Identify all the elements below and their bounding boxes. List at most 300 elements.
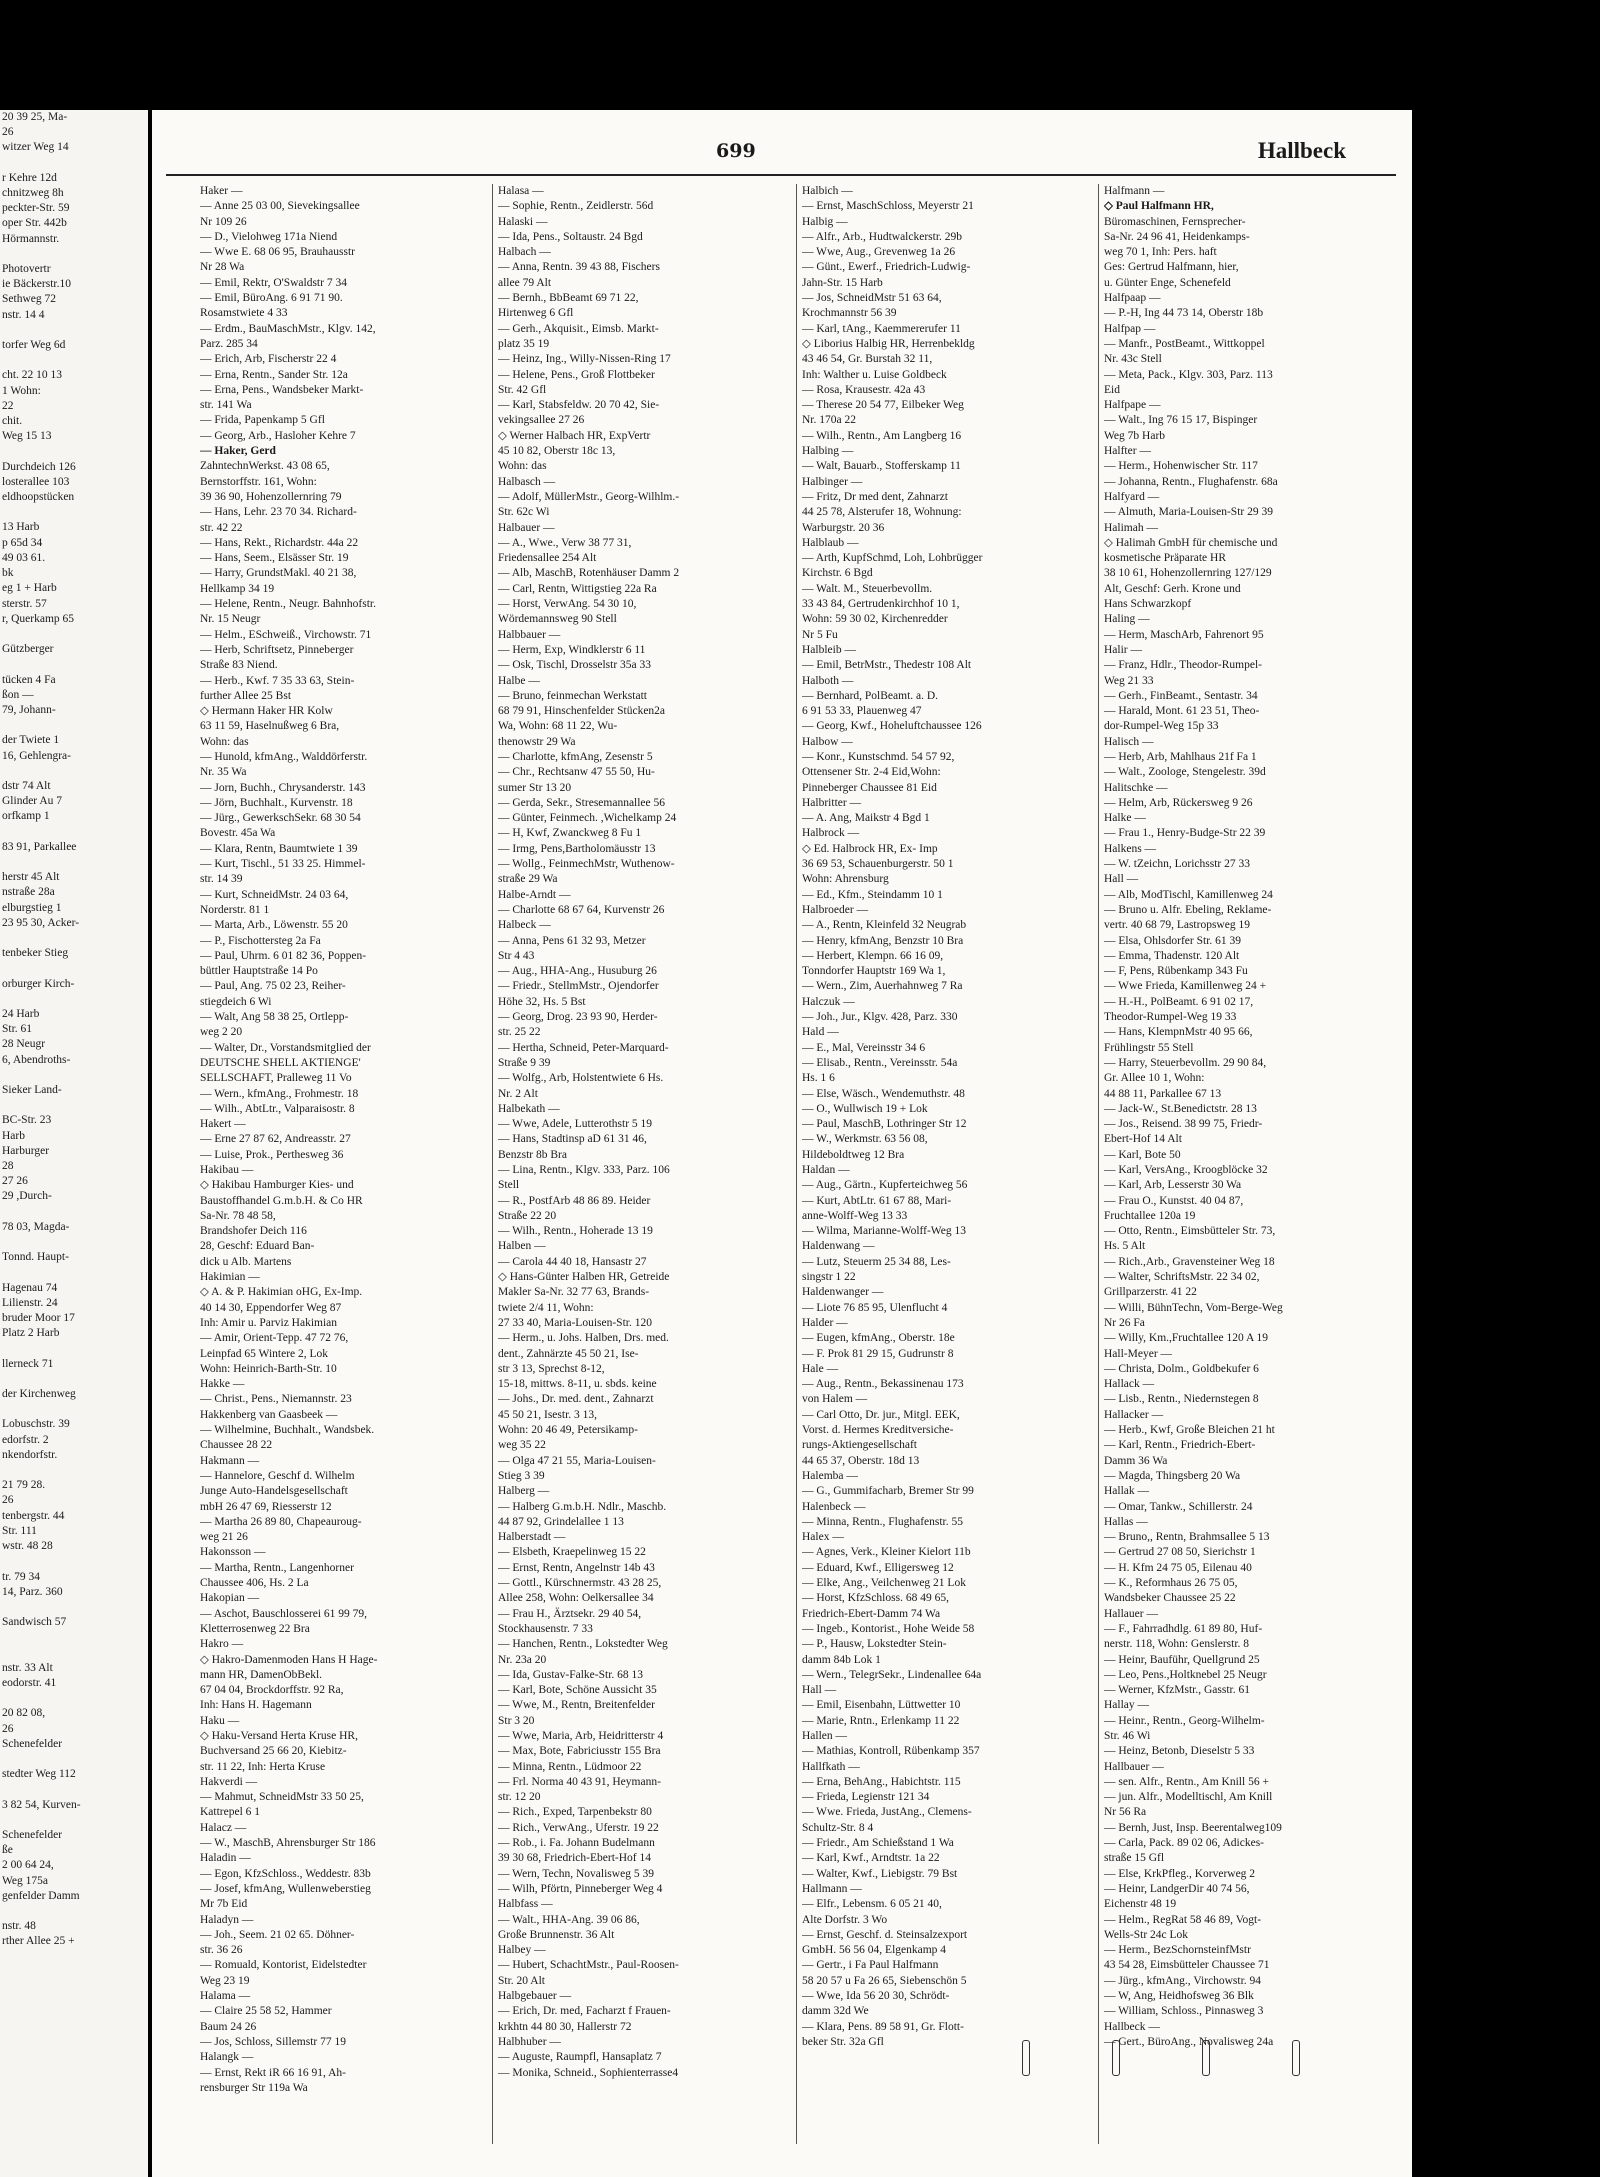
directory-entry-line: damm 84b Lok 1	[802, 1653, 881, 1666]
surname-heading: Hall —	[1104, 873, 1139, 886]
margin-line	[0, 1691, 148, 1706]
directory-entry-line: — jun. Alfr., Modelltischl, Am Knill	[1104, 1791, 1273, 1804]
directory-entry-line: — E., Mal, Vereinsstr 34 6	[802, 1041, 926, 1054]
surname-heading: Halbach —	[498, 246, 551, 259]
directory-entry-line: — Otto, Rentn., Eimsbütteler Str. 73,	[1104, 1225, 1276, 1238]
directory-entry-line: Wohn: das	[200, 735, 249, 748]
directory-entry-line: — Jack-W., St.Benedictstr. 28 13	[1104, 1102, 1257, 1115]
directory-entry-line: — Helm, Arb, Rückersweg 9 26	[1104, 796, 1253, 809]
directory-entry-line: — Horst, VerwAng. 54 30 10,	[498, 598, 637, 611]
directory-entry-line: — Marie, Rntn., Erlenkamp 11 22	[802, 1714, 960, 1727]
directory-entry-line: — Walter, SchriftsMstr. 22 34 02,	[1104, 1271, 1260, 1284]
surname-heading: Haladin —	[200, 1852, 251, 1865]
directory-entry-line: 63 11 59, Haselnußweg 6 Bra,	[200, 720, 340, 733]
directory-entry-line: Stell	[498, 1179, 520, 1192]
directory-entry-line: Bernstorffstr. 161, Wohn:	[200, 475, 317, 488]
margin-line: stedter Weg 112	[2, 1768, 76, 1781]
directory-entry-line: 45 50 21, Isestr. 3 13,	[498, 1408, 598, 1421]
directory-entry-line: — P.-H, Ing 44 73 14, Oberstr 18b	[1104, 307, 1264, 320]
margin-line: ie Bäckerstr.10	[2, 278, 71, 291]
margin-line	[0, 1235, 148, 1250]
directory-entry-line: — Erdm., BauMaschMstr., Klgv. 142,	[200, 322, 376, 335]
surname-heading: Hakverdi —	[200, 1775, 258, 1788]
surname-heading: Halbing —	[802, 445, 854, 458]
directory-entry-line: — Josef, kfmAng, Wullenweberstieg	[200, 1882, 371, 1895]
margin-line: dstr 74 Alt	[2, 779, 51, 792]
directory-entry-line: — P., Fischottersteg 2a Fa	[200, 934, 321, 947]
directory-entry-line: — A., Rentn, Kleinfeld 32 Neugrab	[802, 919, 967, 932]
directory-entry-line: ◇ Werner Halbach HR, ExpVertr	[498, 429, 651, 442]
directory-entry-line: — Hertha, Schneid, Peter-Marquard-	[498, 1041, 669, 1054]
directory-entry-line: — Frieda, Legienstr 121 34	[802, 1791, 930, 1804]
directory-entry-line: Nr. 2 Alt	[498, 1087, 538, 1100]
margin-line: 16, Gehlengra-	[2, 749, 71, 762]
directory-entry-line: Inh: Hans H. Hagemann	[200, 1699, 312, 1712]
margin-line: Weg 15 13	[2, 430, 52, 443]
margin-line: BC-Str. 23	[2, 1114, 52, 1127]
directory-entry-line: Hellkamp 34 19	[200, 582, 275, 595]
margin-line: nstr. 33 Alt	[2, 1661, 53, 1674]
header-rule	[166, 174, 1396, 176]
directory-entry-line: — Joh., Seem. 21 02 65. Döhner-	[200, 1928, 355, 1941]
surname-heading: Halbritter —	[802, 796, 862, 809]
directory-entry-line: — Walter, Dr., Vorstandsmitglied der	[200, 1041, 371, 1054]
margin-line: chnitzweg 8h	[2, 187, 64, 200]
directory-entry-line: — Carl, Rentn, Wittigstieg 22a Ra	[498, 582, 657, 595]
directory-entry-line: — Heinr, LandgerDir 40 74 56,	[1104, 1882, 1250, 1895]
directory-entry-line: Hs. 1 6	[802, 1072, 835, 1085]
directory-entry-line: str. 36 26	[200, 1944, 243, 1957]
directory-entry-line: — Rich., VerwAng., Uferstr. 19 22	[498, 1821, 659, 1834]
surname-heading: Halbauer —	[498, 521, 555, 534]
directory-entry-line: rungs-Aktiengesellschaft	[802, 1439, 917, 1452]
left-page-fragment	[0, 110, 148, 2177]
directory-entry-line: — Jos., Reisend. 38 99 75, Friedr-	[1104, 1118, 1263, 1131]
directory-entry-line: — Wollg., FeinmechMstr, Wuthenow-	[498, 858, 675, 871]
directory-entry-line: — Mathias, Kontroll, Rübenkamp 357	[802, 1745, 980, 1758]
margin-line: nstr. 14 4	[2, 308, 45, 321]
directory-entry-line: — Luise, Prok., Perthesweg 36	[200, 1148, 344, 1161]
margin-line: 28	[2, 1160, 14, 1173]
surname-heading: Hakro —	[200, 1638, 244, 1651]
surname-heading: Halben —	[498, 1240, 546, 1253]
directory-entry-line: — Erich, Arb, Fischerstr 22 4	[200, 353, 337, 366]
margin-line	[0, 718, 148, 733]
directory-entry-line: — Karl, Bote 50	[1104, 1148, 1181, 1161]
directory-entry-line: — Friedr., Am Schießstand 1 Wa	[802, 1837, 954, 1850]
margin-line: orburger Kirch-	[2, 977, 75, 990]
directory-entry-line: weg 70 1, Inh: Pers. haft	[1104, 246, 1217, 259]
directory-entry-line: — Paul, Uhrm. 6 01 82 36, Poppen-	[200, 949, 367, 962]
directory-entry-line: — Else, Wäsch., Wendemuthstr. 48	[802, 1087, 965, 1100]
margin-line: nkendorfstr.	[2, 1448, 58, 1461]
directory-entry-line: Allee 258, Wohn: Oelkersallee 34	[498, 1592, 654, 1605]
surname-heading: Halbinger —	[802, 475, 863, 488]
directory-entry-line: — Walt. M., Steuerbevollm.	[802, 582, 933, 595]
surname-heading: Halbe-Arndt —	[498, 888, 571, 901]
directory-entry-line: 6 91 53 33, Plauenweg 47	[802, 705, 922, 718]
surname-heading: Halfter —	[1104, 445, 1151, 458]
directory-entry-line: Wandsbeker Chaussee 25 22	[1104, 1592, 1236, 1605]
margin-line: eldhoopstücken	[2, 491, 75, 504]
margin-line: Harb	[2, 1129, 25, 1142]
margin-line	[0, 156, 148, 171]
directory-entry-line: Rosamstwiete 4 33	[200, 307, 288, 320]
directory-entry-line: ◇ Hakibau Hamburger Kies- und	[200, 1179, 354, 1192]
directory-entry-line: — Hanchen, Rentn., Lokstedter Weg	[498, 1638, 668, 1651]
margin-line: bk	[2, 567, 14, 580]
directory-entry-line: — Georg, Arb., Hasloher Kehre 7	[200, 429, 356, 442]
surname-heading: Hakimian —	[200, 1271, 260, 1284]
directory-entry-line: Sa-Nr. 78 48 58,	[200, 1209, 276, 1222]
binding-mark	[1292, 2040, 1300, 2076]
directory-entry-line: — sen. Alfr., Rentn., Am Knill 56 +	[1104, 1775, 1269, 1788]
directory-entry-line: vekingsallee 27 26	[498, 414, 585, 427]
surname-heading: Haldan —	[802, 1164, 850, 1176]
directory-entry-line: — Chr., Rechtsanw 47 55 50, Hu-	[498, 766, 655, 779]
column-2	[498, 184, 786, 2144]
margin-line: Schenefelder	[2, 1828, 63, 1841]
margin-line: 20 39 25, Ma-	[2, 111, 68, 123]
surname-heading: Halbbauer —	[498, 628, 561, 641]
margin-line	[0, 931, 148, 946]
surname-heading: Halbasch —	[498, 475, 556, 488]
directory-entry-line: Wohn: das	[498, 460, 547, 473]
directory-entry-line: — Klara, Rentn, Baumtwiete 1 39	[200, 842, 358, 855]
margin-line: tenbeker Stieg	[2, 947, 69, 960]
directory-entry-line: — Jörn, Buchhalt., Kurvenstr. 18	[200, 796, 353, 809]
surname-heading: Halitschke —	[1104, 781, 1168, 794]
directory-entry-line: — Bernh, Just, Insp. Beerentalweg109	[1104, 1821, 1282, 1834]
directory-entry-line: — Horst, KfzSchloss. 68 49 65,	[802, 1592, 949, 1605]
surname-heading: Halbgebauer —	[498, 1990, 572, 2003]
directory-entry-line: — Herb., Kwf, Große Bleichen 21 ht	[1104, 1424, 1275, 1437]
directory-entry-line: — Kurt, SchneidMstr. 24 03 64,	[200, 888, 349, 901]
margin-line: Sethweg 72	[2, 293, 56, 306]
directory-entry-line: — Lina, Rentn., Klgv. 333, Parz. 106	[498, 1164, 670, 1176]
margin-line: witzer Weg 14	[2, 141, 69, 154]
directory-entry-line: Str. 62c Wi	[498, 506, 550, 519]
surname-heading: Halbow —	[802, 735, 853, 748]
surname-heading: Hakibau —	[200, 1164, 254, 1176]
directory-entry-line: sumer Str 13 20	[498, 781, 572, 794]
directory-entry-line: — Aug., Gärtn., Kupferteichweg 56	[802, 1179, 968, 1192]
directory-entry-line: Sa-Nr. 24 96 41, Heidenkamps-	[1104, 230, 1250, 243]
directory-entry-line: ◇ Hakro-Damenmoden Hans H Hage-	[200, 1653, 378, 1666]
margin-line	[0, 1752, 148, 1767]
directory-entry-line: — Emil, Eisenbahn, Lüttwetter 10	[802, 1699, 961, 1712]
directory-entry-line: — Minna, Rentn., Lüdmoor 22	[498, 1760, 642, 1773]
directory-entry-line: Weg 23 19	[200, 1974, 250, 1987]
margin-line: r, Querkamp 65	[2, 612, 75, 625]
surname-heading: Halbe —	[498, 674, 540, 687]
directory-entry-line: — Joh., Jur., Klgv. 428, Parz. 330	[802, 1011, 958, 1024]
directory-entry-line: — Egon, KfzSchloss., Weddestr. 83b	[200, 1867, 371, 1880]
directory-entry-line: — Christ., Pens., Niemannstr. 23	[200, 1393, 352, 1406]
margin-line: eg 1 + Harb	[2, 582, 57, 595]
margin-line: tenbergstr. 44	[2, 1509, 65, 1522]
directory-entry-line: ◇ Liborius Halbig HR, Herrenbekldg	[802, 337, 975, 350]
directory-entry-line: 33 43 84, Gertrudenkirchhof 10 1,	[802, 598, 960, 611]
directory-entry-line: — Liote 76 85 95, Ulenflucht 4	[802, 1301, 948, 1314]
margin-line: 26	[2, 1722, 14, 1735]
surname-heading: Halfyard —	[1104, 490, 1160, 503]
directory-entry-line: — Wwe, Maria, Arb, Heidritterstr 4	[498, 1729, 664, 1742]
directory-entry-line: — Alb, MaschB, Rotenhäuser Damm 2	[498, 567, 680, 580]
directory-entry-line: — Gerda, Sekr., Stresemannallee 56	[498, 796, 666, 809]
margin-line	[0, 627, 148, 642]
margin-line	[0, 505, 148, 520]
margin-line	[0, 1782, 148, 1797]
directory-entry-line: — H. Kfm 24 75 05, Eilenau 40	[1104, 1561, 1252, 1574]
directory-entry-line: — F. Prok 81 29 15, Gudrunstr 8	[802, 1347, 954, 1360]
margin-line: r Kehre 12d	[2, 171, 57, 184]
directory-entry-line: Vorst. d. Hermes Kreditversiche-	[802, 1424, 954, 1437]
directory-entry-line: — Herm, Exp, Windklerstr 6 11	[498, 643, 646, 656]
directory-entry-line: Alt, Geschf: Gerh. Krone und	[1104, 582, 1241, 595]
directory-entry-line: platz 35 19	[498, 337, 550, 350]
directory-entry-line: — Charlotte 68 67 64, Kurvenstr 26	[498, 903, 665, 916]
directory-entry-line: Baustoffhandel G.m.b.H. & Co HR	[200, 1194, 363, 1207]
directory-page	[152, 110, 1412, 2177]
directory-entry-line: — Fritz, Dr med dent, Zahnarzt	[802, 490, 948, 503]
directory-entry-line: Kletterrosenweg 22 Bra	[200, 1622, 310, 1635]
directory-entry-line: Nr 28 Wa	[200, 261, 245, 274]
surname-heading: Haker —	[200, 185, 243, 197]
directory-entry-line: Wördemannsweg 90 Stell	[498, 613, 617, 626]
directory-entry-line: Baum 24 26	[200, 2020, 257, 2033]
directory-entry-line: Weg 7b Harb	[1104, 429, 1166, 442]
directory-entry-line: — Almuth, Maria-Louisen-Str 29 39	[1104, 506, 1273, 519]
directory-entry-line: Kirchstr. 6 Bgd	[802, 567, 873, 580]
directory-entry-line: stiegdeich 6 Wi	[200, 995, 272, 1008]
directory-entry-line: — Anna, Pens 61 32 93, Metzer	[498, 934, 646, 947]
directory-entry-line: — Wwe. Frieda, JustAng., Clemens-	[802, 1806, 972, 1819]
directory-entry-line: — Karl, Rentn., Friedrich-Ebert-	[1104, 1439, 1256, 1452]
directory-entry-line: — Erich, Dr. med, Facharzt f Frauen-	[498, 2005, 671, 2018]
directory-entry-line: — Leo, Pens.,Holtknebel 25 Neugr	[1104, 1668, 1267, 1681]
margin-line: Str. 61	[2, 1023, 33, 1036]
surname-heading: Hall —	[802, 1684, 837, 1697]
directory-entry-line: — Walt., Ing 76 15 17, Bispinger	[1104, 414, 1258, 427]
scan-border	[1412, 0, 1600, 2177]
directory-entry-line: Höhe 32, Hs. 5 Bst	[498, 995, 586, 1008]
margin-line	[0, 1600, 148, 1615]
margin-line: Photovertr	[2, 263, 51, 276]
directory-entry-line: — Elfr., Lebensm. 6 05 21 40,	[802, 1898, 942, 1911]
directory-entry-line: — Ernst, Rekt iR 66 16 91, Ah-	[200, 2066, 346, 2079]
directory-entry-line: Straße 22 20	[498, 1209, 557, 1222]
directory-entry-line: — W, Ang, Heidhofsweg 36 Blk	[1104, 1990, 1254, 2003]
surname-heading: Hallmann —	[802, 1882, 862, 1895]
directory-entry-line: — Walt, Ang 58 38 25, Ortlepp-	[200, 1011, 349, 1024]
directory-entry-line: Kattrepel 6 1	[200, 1806, 261, 1819]
directory-entry-line: — Günter, Feinmech. ,Wichelkamp 24	[498, 812, 677, 825]
directory-entry-line: — Erne 27 87 62, Andreasstr. 27	[200, 1133, 351, 1146]
directory-entry-line: — Frau 1., Henry-Budge-Str 22 39	[1104, 827, 1266, 840]
directory-entry-line: Hs. 5 Alt	[1104, 1240, 1146, 1253]
margin-line	[0, 323, 148, 338]
margin-line: 22	[2, 399, 14, 412]
directory-entry-line: — Emma, Thadenstr. 120 Alt	[1104, 949, 1240, 962]
directory-entry-line: — Hans, Rekt., Richardstr. 44a 22	[200, 536, 359, 549]
surname-heading: Halemba —	[802, 1469, 858, 1482]
directory-entry-line: 45 10 82, Oberstr 18c 13,	[498, 445, 616, 458]
directory-entry-line: — Paul, Ang. 75 02 23, Reiher-	[200, 980, 346, 993]
margin-line: nstraße 28a	[2, 886, 55, 899]
directory-entry-line: Hirtenweg 6 Gfl	[498, 307, 574, 320]
directory-entry-line: mann HR, DamenObBekl.	[200, 1668, 323, 1681]
directory-entry-line: — Wilh, Pförtn, Pinneberger Weg 4	[498, 1882, 663, 1895]
directory-entry-line: — Wilh., AbtLtr., Valparaisostr. 8	[200, 1102, 355, 1115]
directory-entry-line: ◇ Ed. Halbrock HR, Ex- Imp	[802, 842, 938, 855]
margin-line	[0, 1463, 148, 1478]
directory-entry-line: straße 15 Gfl	[1104, 1852, 1165, 1865]
directory-entry-line: Nr. 43c Stell	[1104, 353, 1162, 366]
directory-entry-line: — Klara, Pens. 89 58 91, Gr. Flott-	[802, 2020, 964, 2033]
directory-entry-line: — Johanna, Rentn., Flughafenstr. 68a	[1104, 475, 1278, 488]
margin-line: sterstr. 57	[2, 597, 47, 610]
directory-entry-line: — Erna, Pens., Wandsbeker Markt-	[200, 383, 364, 396]
margin-line: peckter-Str. 59	[2, 202, 70, 215]
directory-entry-line: 36 69 53, Schauenburgerstr. 50 1	[802, 858, 954, 871]
margin-line: p 65d 34	[2, 536, 43, 549]
directory-entry-line: str. 11 22, Inh: Herta Kruse	[200, 1760, 326, 1773]
directory-entry-line: Weg 21 33	[1104, 674, 1154, 687]
margin-line: genfelder Damm	[2, 1889, 80, 1902]
directory-entry-line: — Karl, Arb, Lesserstr 30 Wa	[1104, 1179, 1242, 1192]
directory-entry-line: — Carla, Pack. 89 02 06, Adickes-	[1104, 1837, 1265, 1850]
directory-entry-line: — William, Schloss., Pinnasweg 3	[1104, 2005, 1264, 2018]
directory-entry-line: — Walt., Zoologe, Stengelestr. 39d	[1104, 766, 1266, 779]
margin-line: 2 00 64 24,	[2, 1859, 54, 1872]
directory-entry-line: Benzstr 8b Bra	[498, 1148, 567, 1161]
directory-entry-line: — Gert., BüroAng., Novalisweg 24a	[1104, 2035, 1274, 2048]
surname-heading: Hale —	[802, 1362, 839, 1375]
directory-entry-line: Jahn-Str. 15 Harb	[802, 276, 883, 289]
directory-entry-line: — Elsbeth, Kraepelinweg 15 22	[498, 1546, 646, 1559]
directory-entry-line: Büromaschinen, Fernsprecher-	[1104, 215, 1246, 228]
surname-heading: Hallen —	[802, 1729, 848, 1742]
directory-entry-line: mbH 26 47 69, Riesserstr 12	[200, 1500, 332, 1513]
directory-entry-line: — H.-H., PolBeamt. 6 91 02 17,	[1104, 995, 1254, 1008]
surname-heading: Halama —	[200, 1990, 251, 2003]
directory-entry-line: Str. 46 Wi	[1104, 1729, 1151, 1742]
surname-heading: Hall-Meyer —	[1104, 1347, 1173, 1360]
margin-line: bruder Moor 17	[2, 1312, 75, 1325]
directory-entry-line: — Ernst, MaschSchloss, Meyerstr 21	[802, 200, 974, 213]
directory-entry-line: Ebert-Hof 14 Alt	[1104, 1133, 1182, 1146]
directory-entry-line: — Emil, BüroAng. 6 91 71 90.	[200, 292, 343, 305]
directory-entry-line: SELLSCHAFT, Pralleweg 11 Vo	[200, 1072, 352, 1085]
margin-line: 6, Abendroths-	[2, 1053, 71, 1066]
directory-entry-line: — W. tZeichn, Lorichsstr 27 33	[1104, 858, 1250, 871]
directory-entry-line: — Aschot, Bauschlosserei 61 99 79,	[200, 1607, 368, 1620]
surname-heading: Halfmann —	[1104, 185, 1165, 197]
directory-entry-line: Straße 83 Niend.	[200, 659, 278, 672]
column-1	[200, 184, 488, 2144]
directory-entry-line: — Marta, Arb., Löwenstr. 55 20	[200, 919, 348, 932]
directory-entry-line: 58 20 57 u Fa 26 65, Siebenschön 5	[802, 1974, 967, 1987]
margin-line	[0, 1068, 148, 1083]
directory-entry-line: — Gottl., Kürschnermstr. 43 28 25,	[498, 1577, 662, 1590]
surname-heading: Halbfass —	[498, 1898, 553, 1911]
margin-line	[0, 1402, 148, 1417]
directory-entry-line: further Allee 25 Bst	[200, 689, 292, 702]
directory-entry-line: Str 4 43	[498, 949, 535, 962]
directory-entry-line: ZahntechnWerkst. 43 08 65,	[200, 460, 330, 473]
directory-entry-line: — K., Reformhaus 26 75 05,	[1104, 1577, 1238, 1590]
directory-entry-line: allee 79 Alt	[498, 276, 552, 289]
margin-line: 14, Parz. 360	[2, 1585, 63, 1598]
directory-entry-line: — Wwe, Adele, Lutterothstr 5 19	[498, 1118, 653, 1131]
directory-entry-line: — H, Kwf, Zwanckweg 8 Fu 1	[498, 827, 642, 840]
surname-heading: Halbrock —	[802, 827, 860, 840]
directory-entry-line: — Georg, Drog. 23 93 90, Herder-	[498, 1011, 658, 1024]
directory-entry-line: 44 25 78, Alsterufer 18, Wohnung:	[802, 506, 962, 519]
directory-entry-line: — Wolfg., Arb, Holstentwiete 6 Hs.	[498, 1072, 664, 1085]
directory-entry-line: Straße 9 39	[498, 1056, 551, 1069]
directory-entry-line: — Gerh., FinBeamt., Sentastr. 34	[1104, 689, 1258, 702]
margin-line	[0, 1554, 148, 1569]
directory-entry-line: — Hans, Seem., Elsässer Str. 19	[200, 552, 349, 565]
directory-entry-line: — Frau O., Kunstst. 40 04 87,	[1104, 1194, 1244, 1207]
directory-entry-line: — Martha 26 89 80, Chapeauroug-	[200, 1515, 362, 1528]
directory-entry-line: — Adolf, MüllerMstr., Georg-Wilhlm.-	[498, 490, 680, 503]
directory-entry-line: Wohn: 59 30 02, Kirchenredder	[802, 613, 948, 626]
directory-entry-line: 15-18, mittws. 8-11, u. sbds. keine	[498, 1378, 657, 1391]
directory-entry-line: Brandshofer Deich 116	[200, 1225, 307, 1238]
directory-entry-line: — Walt, Bauarb., Stofferskamp 11	[802, 460, 961, 473]
directory-entry-line: dent., Zahnärzte 45 50 21, Ise-	[498, 1347, 639, 1360]
surname-heading: Haku —	[200, 1714, 240, 1727]
margin-line	[0, 1813, 148, 1828]
margin-line: elburgstieg 1	[2, 901, 62, 914]
directory-entry-line: Nr 56 Ra	[1104, 1806, 1147, 1819]
directory-entry-line: anne-Wolff-Weg 13 33	[802, 1209, 908, 1222]
margin-line: tr. 79 34	[2, 1570, 41, 1583]
directory-entry-line: — Bernh., BbBeamt 69 71 22,	[498, 292, 639, 305]
directory-entry-line: — Halberg G.m.b.H. Ndlr., Maschb.	[498, 1500, 667, 1513]
surname-heading: Hallack —	[1104, 1378, 1155, 1391]
directory-entry-line: — Elke, Ang., Veilchenweg 21 Lok	[802, 1577, 966, 1590]
directory-entry-line: — Bruno u. Alfr. Ebeling, Reklame-	[1104, 903, 1272, 916]
directory-entry-line: — Lisb., Rentn., Niedernstegen 8	[1104, 1393, 1259, 1406]
directory-entry-line: — Martha, Rentn., Langenhorner	[200, 1561, 354, 1574]
margin-line: Str. 111	[2, 1524, 37, 1537]
directory-entry-line: — Heinr, Bauführ, Quellgrund 25	[1104, 1653, 1260, 1666]
margin-line: Weg 175a	[2, 1874, 49, 1887]
directory-entry-line: Fruchtallee 120a 19	[1104, 1209, 1196, 1222]
directory-entry-line: — Willy, Km.,Fruchtallee 120 A 19	[1104, 1332, 1269, 1345]
margin-line	[0, 855, 148, 870]
directory-entry-line: Eichenstr 48 19	[1104, 1898, 1177, 1911]
directory-entry-line: — Erna, Rentn., Sander Str. 12a	[200, 368, 348, 381]
margin-line: herstr 45 Alt	[2, 871, 60, 884]
margin-line: 83 91, Parkallee	[2, 840, 77, 853]
directory-entry-line: — Magda, Thingsberg 20 Wa	[1104, 1469, 1241, 1482]
margin-line: 79, Johann-	[2, 703, 56, 716]
directory-entry-line: — Jos, SchneidMstr 51 63 64,	[802, 292, 942, 305]
surname-heading: Hallbauer —	[1104, 1760, 1164, 1773]
directory-entry-line: — Bruno,, Rentn, Brahmsallee 5 13	[1104, 1531, 1270, 1544]
directory-entry-line: — O., Wullwisch 19 + Lok	[802, 1102, 928, 1115]
directory-entry-line: Theodor-Rumpel-Weg 19 33	[1104, 1011, 1237, 1024]
surname-heading: Hallbeck —	[1104, 2020, 1160, 2033]
surname-heading: Halfpap —	[1104, 322, 1156, 335]
directory-entry-line: rensburger Str 119a Wa	[200, 2081, 308, 2094]
directory-entry-line: damm 32d We	[802, 2005, 869, 2018]
